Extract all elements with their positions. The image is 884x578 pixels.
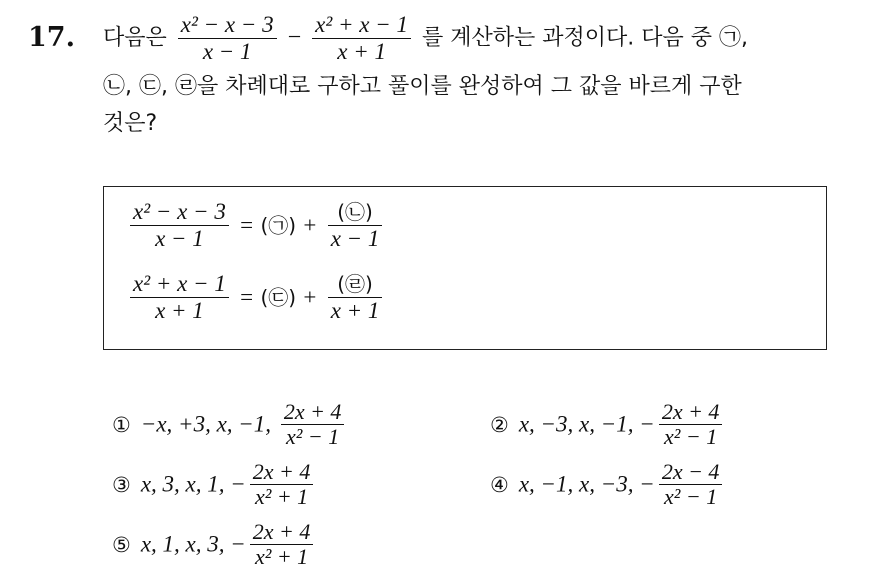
choice-2-fraction — [659, 400, 723, 449]
expr2-fraction — [312, 12, 411, 65]
eq1-rhs-fraction — [328, 199, 383, 252]
eq1-equals: = — [240, 212, 254, 238]
choice-3-marker: ③ — [112, 472, 131, 497]
stem-line-3: 것은? — [103, 111, 158, 136]
eq1-lhs-numerator: x² − x − 3 — [130, 199, 229, 226]
choice-2-marker: ② — [490, 412, 509, 437]
eq2-lhs-numerator: x² + x − 1 — [130, 271, 229, 298]
choice-3-denominator: x² + 1 — [254, 484, 309, 509]
stem-line-2: ㉡, ㉢, ㉣을 차례대로 구하고 풀이를 완성하여 그 값을 바르게 구한 — [103, 74, 742, 99]
choice-4[interactable] — [490, 460, 726, 509]
eq1-blank: (㉠) — [260, 213, 297, 238]
choice-5-fraction — [250, 520, 314, 569]
choice-2[interactable] — [490, 400, 726, 449]
choice-2-numerator: 2x + 4 — [659, 400, 723, 425]
choice-1-denominator: x² − 1 — [286, 424, 340, 449]
stem-line-1 — [103, 12, 873, 65]
choice-3-fraction — [250, 460, 314, 509]
eq2-rhs-numerator: (㉣) — [328, 271, 383, 298]
choice-4-marker: ④ — [490, 472, 509, 497]
choice-5-text: x, 1, x, 3, − — [140, 531, 246, 557]
eq1-rhs-numerator: (㉡) — [328, 199, 383, 226]
eq2-lhs-denominator: x + 1 — [155, 298, 204, 323]
eq2-rhs-fraction — [328, 271, 383, 324]
stem-prefix: 다음은 — [103, 25, 167, 51]
choice-4-numerator: 2x − 4 — [659, 460, 723, 485]
choice-5-denominator: x² + 1 — [254, 544, 309, 569]
question-stem — [103, 12, 873, 139]
eq2-lhs-fraction — [130, 271, 229, 324]
choice-4-text: x, −1, x, −3, − — [518, 471, 655, 497]
eq2-blank: (㉢) — [260, 285, 297, 310]
eq1-lhs-fraction — [130, 199, 229, 252]
choice-1[interactable] — [112, 400, 348, 449]
choice-1-marker: ① — [112, 412, 131, 437]
choice-4-fraction — [659, 460, 723, 509]
choice-4-denominator: x² − 1 — [664, 484, 718, 509]
choice-5-marker: ⑤ — [112, 532, 131, 557]
choice-3-text: x, 3, x, 1, − — [140, 471, 246, 497]
choice-1-numerator: 2x + 4 — [281, 400, 345, 425]
equation-1 — [126, 199, 386, 252]
minus-sign: − — [287, 24, 302, 51]
eq1-rhs-denominator: x − 1 — [330, 226, 380, 251]
choice-1-text: −x, +3, x, −1, — [140, 411, 277, 437]
equation-2 — [126, 271, 386, 324]
choice-1-fraction — [281, 400, 345, 449]
choice-5[interactable] — [112, 520, 317, 569]
question-number: 17. — [28, 22, 75, 53]
expr1-numerator: x² − x − 3 — [178, 12, 277, 39]
choice-3[interactable] — [112, 460, 317, 509]
eq2-plus: + — [303, 284, 317, 310]
solution-box — [103, 186, 827, 350]
stem-line1-suffix: 를 계산하는 과정이다. 다음 중 ㉠, — [422, 25, 749, 51]
eq1-plus: + — [303, 212, 317, 238]
choice-3-numerator: 2x + 4 — [250, 460, 314, 485]
eq2-rhs-denominator: x + 1 — [330, 298, 380, 323]
choice-2-text: x, −3, x, −1, − — [518, 411, 655, 437]
expr2-denominator: x + 1 — [337, 39, 386, 64]
eq2-equals: = — [240, 284, 254, 310]
expr1-denominator: x − 1 — [202, 39, 252, 64]
choice-2-denominator: x² − 1 — [664, 424, 718, 449]
eq1-lhs-denominator: x − 1 — [155, 226, 204, 251]
expr2-numerator: x² + x − 1 — [312, 12, 411, 39]
expr1-fraction — [178, 12, 277, 65]
choice-5-numerator: 2x + 4 — [250, 520, 314, 545]
